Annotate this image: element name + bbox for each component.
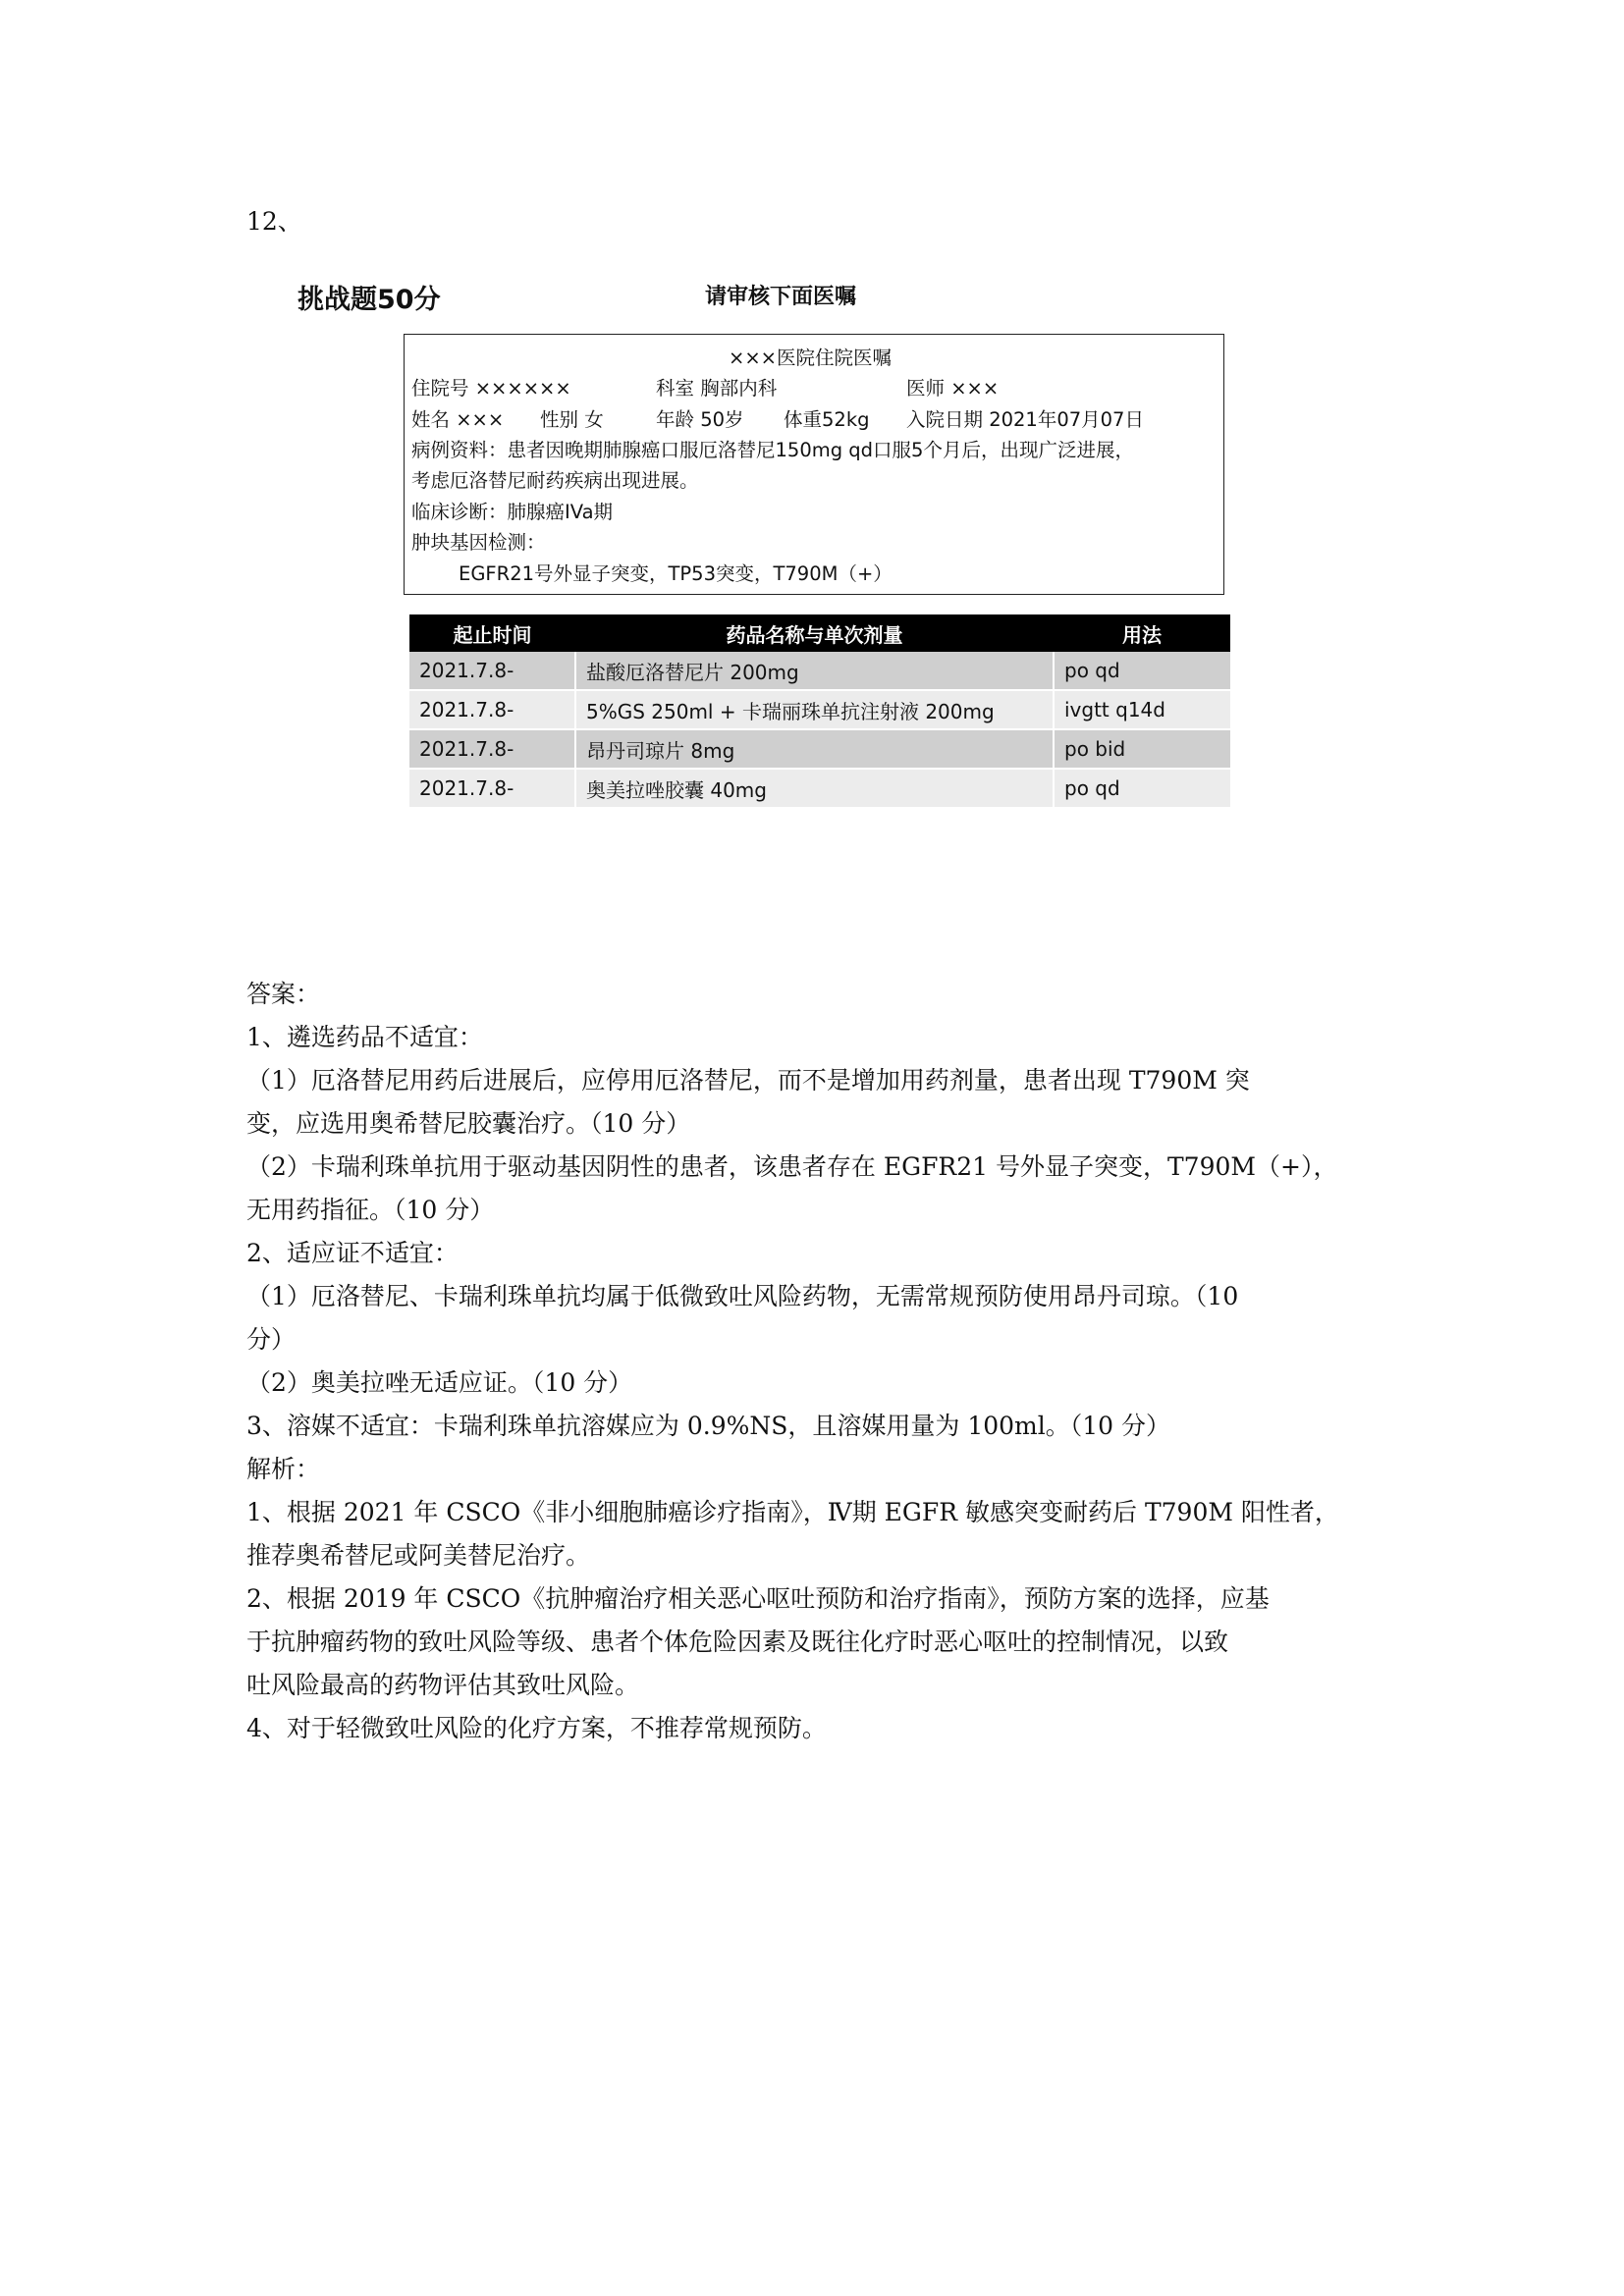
admit-date: 入院日期 2021年07月07日 <box>906 408 1144 431</box>
department: 科室 胸部内科 <box>656 377 778 400</box>
table-row <box>409 652 1230 690</box>
history-line-1: 病例资料：患者因晚期肺腺癌口服厄洛替尼150mg qd口服5个月后，出现广泛进展， <box>411 439 1134 461</box>
header-drug: 药品名称与单次剂量 <box>575 614 1054 652</box>
analysis-line: 4、对于轻微致吐风险的化疗方案，不推荐常规预防。 <box>246 1714 827 1742</box>
answer-line: （2）卡瑞利珠单抗用于驱动基因阴性的患者，该患者存在 EGFR21 号外显子突变，T790M（+）， <box>246 1152 1338 1181</box>
review-title: 请审核下面医嘱 <box>705 285 857 309</box>
challenge-title: 挑战题50分 <box>298 285 441 315</box>
row-usage: ivgtt q14d <box>1054 690 1230 729</box>
row-date: 2021.7.8- <box>409 729 575 769</box>
analysis-line: 1、根据 2021 年 CSCO《非小细胞肺癌诊疗指南》，Ⅳ期 EGFR 敏感突变耐药后 T790M 阳性者， <box>246 1498 1339 1526</box>
answer-line: 1、遴选药品不适宜： <box>246 1023 483 1051</box>
answer-heading: 答案： <box>246 980 321 1008</box>
answer-line: 无用药指征。（10 分） <box>246 1196 495 1224</box>
row-drug: 5%GS 250ml + 卡瑞丽珠单抗注射液 200mg <box>575 690 1054 729</box>
row-drug: 奥美拉唑胶囊 40mg <box>575 769 1054 808</box>
row-date: 2021.7.8- <box>409 769 575 808</box>
gene-test-result: EGFR21号外显子突变，TP53突变，T790M（+） <box>459 562 893 585</box>
row-date: 2021.7.8- <box>409 690 575 729</box>
patient-gender: 性别 女 <box>540 408 604 431</box>
row-usage: po qd <box>1054 652 1230 690</box>
answer-line: 2、适应证不适宜： <box>246 1239 459 1267</box>
analysis-line: 于抗肿瘤药物的致吐风险等级、患者个体危险因素及既往化疗时恶心呕吐的控制情况，以致 <box>246 1628 1229 1656</box>
hospital-title: ×××医院住院医嘱 <box>729 347 893 369</box>
table-row <box>409 729 1230 769</box>
patient-age: 年龄 50岁 <box>656 408 744 431</box>
row-drug: 盐酸厄洛替尼片 200mg <box>575 652 1054 690</box>
patient-weight: 体重52kg <box>784 408 870 431</box>
row-drug: 昂丹司琼片 8mg <box>575 729 1054 769</box>
answer-line: 分） <box>246 1325 297 1354</box>
clinical-diagnosis: 临床诊断：肺腺癌IVa期 <box>411 501 614 523</box>
header-usage: 用法 <box>1054 614 1230 652</box>
history-line-2: 考虑厄洛替尼耐药疾病出现进展。 <box>411 469 699 492</box>
answer-line: 变，应选用奥希替尼胶囊治疗。（10 分） <box>246 1109 691 1138</box>
medication-table <box>409 614 1230 809</box>
row-usage: po qd <box>1054 769 1230 808</box>
row-date: 2021.7.8- <box>409 652 575 690</box>
table-row <box>409 769 1230 808</box>
analysis-heading: 解析： <box>246 1455 321 1483</box>
answer-line: （2）奥美拉唑无适应证。（10 分） <box>246 1368 633 1397</box>
gene-test-label: 肿块基因检测： <box>411 531 546 554</box>
header-time: 起止时间 <box>409 614 575 652</box>
table-header-row <box>409 614 1230 652</box>
table-row <box>409 690 1230 729</box>
analysis-line: 吐风险最高的药物评估其致吐风险。 <box>246 1671 640 1699</box>
admission-number: 住院号 ×××××× <box>411 377 571 400</box>
analysis-line: 推荐奥希替尼或阿美替尼治疗。 <box>246 1541 591 1570</box>
answer-line: （1）厄洛替尼用药后进展后，应停用厄洛替尼，而不是增加用药剂量，患者出现 T790M 突 <box>246 1066 1250 1095</box>
row-usage: po bid <box>1054 729 1230 769</box>
medical-order-box <box>404 334 1224 595</box>
patient-name: 姓名 ××× <box>411 408 505 431</box>
doctor: 医师 ××× <box>906 377 1000 400</box>
answer-line: 3、溶媒不适宜：卡瑞利珠单抗溶媒应为 0.9%NS，且溶媒用量为 100ml。（10 分） <box>246 1412 1170 1440</box>
question-number: 12、 <box>246 207 302 236</box>
analysis-line: 2、根据 2019 年 CSCO《抗肿瘤治疗相关恶心呕吐预防和治疗指南》，预防方案的选择，应基 <box>246 1584 1270 1613</box>
answer-line: （1）厄洛替尼、卡瑞利珠单抗均属于低微致吐风险药物，无需常规预防使用昂丹司琼。（10 <box>246 1282 1239 1310</box>
